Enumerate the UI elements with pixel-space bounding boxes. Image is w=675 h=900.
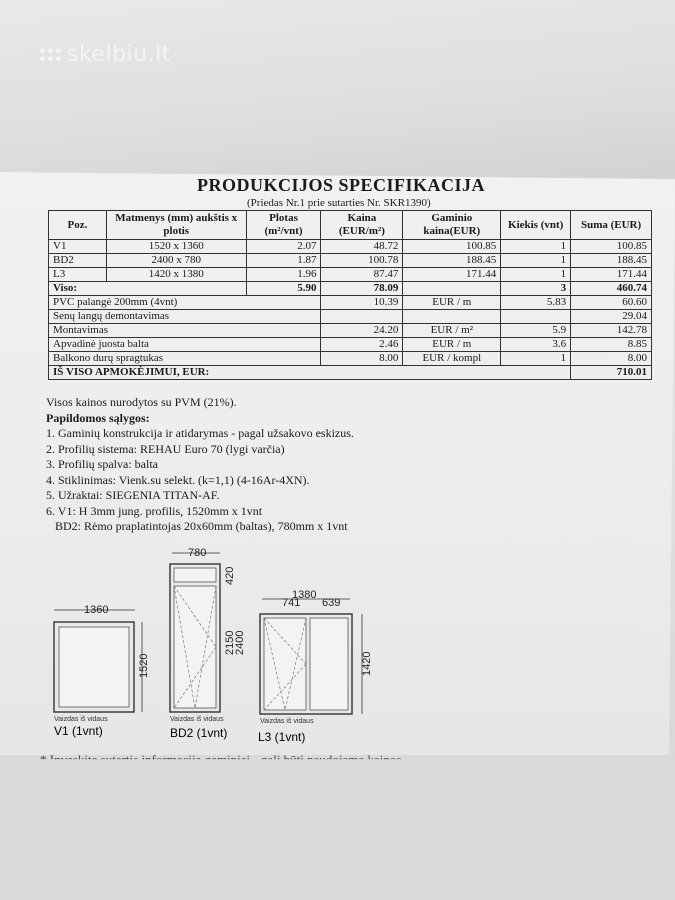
drawing-l3 [258,589,373,744]
bd2-height-b-label: 2400 [234,630,246,655]
extra-price [321,310,403,324]
extra-row [49,296,652,310]
total-label: Viso: [49,282,247,296]
l3-left-label: 741 [282,597,301,609]
note-item: 3. Profilių spalva: balta [46,457,158,471]
cell-dimensions: 1520 x 1360 [106,240,246,254]
notes-section [46,395,354,535]
extra-row [49,338,652,352]
v1-width-label: 1360 [84,604,109,616]
drawing-v1 [54,604,150,738]
extra-unit [403,310,501,324]
window-drawings [0,540,675,750]
extra-unit: EUR / m [403,296,501,310]
l3-width-label: 1380 [292,589,317,601]
l3-height-label: 1420 [361,651,373,676]
cell-price: 48.72 [321,240,403,254]
extra-sum: 60.60 [571,296,652,310]
header-product-price: Gaminio kaina(EUR) [403,211,501,240]
extra-quantity: 5.9 [501,324,571,338]
total-area: 5.90 [246,282,321,296]
header-dimensions: Matmenys (mm) aukštis x plotis [106,211,246,240]
extra-row [49,310,652,324]
extra-quantity: 3.6 [501,338,571,352]
cell-poz: L3 [49,268,107,282]
bd2-caption: Vaizdas iš vidaus [170,716,224,723]
watermark-text: skelbiu.lt [67,42,171,67]
table-row [49,268,652,282]
extra-quantity [501,310,571,324]
background-sheet [0,0,675,180]
cell-quantity: 1 [501,240,571,254]
v1-caption: Vaizdas iš vidaus [54,716,108,723]
grand-total-value: 710.01 [571,366,652,380]
extra-sum: 8.85 [571,338,652,352]
note-item: 5. Užraktai: SIEGENIA TITAN-AF. [46,488,220,502]
watermark-logo-icon [40,48,61,61]
cell-dimensions: 2400 x 780 [106,254,246,268]
l3-right-label: 639 [322,597,341,609]
extra-unit: EUR / m² [403,324,501,338]
bd2-name: BD2 (1vnt) [170,726,228,740]
v1-height-label: 1520 [138,653,150,678]
note-item: 6. V1: H 3mm jung. profilis, 1520mm x 1vnt [46,503,263,518]
cell-product-price: 188.45 [403,254,501,268]
cell-quantity: 1 [501,254,571,268]
l3-name: L3 (1vnt) [258,730,306,744]
cell-area: 1.87 [246,254,321,268]
bd2-top-height-label: 420 [224,566,236,585]
cell-sum: 188.45 [571,254,652,268]
cell-product-price: 100.85 [403,240,501,254]
header-sum: Suma (EUR) [571,211,652,240]
extra-sum: 29.04 [571,310,652,324]
document-subtitle: (Priedas Nr.1 prie sutarties Nr. SKR1390) [247,197,431,209]
bd2-height-a-label: 2150 [224,630,236,655]
drawing-bd2 [170,547,246,740]
extra-quantity: 1 [501,352,571,366]
table-row [49,254,652,268]
extra-label: Apvadinė juosta balta [49,338,321,352]
extra-price: 2.46 [321,338,403,352]
header-area: Plotas (m²/vnt) [246,211,321,240]
table-row [49,240,652,254]
cell-area: 1.96 [246,268,321,282]
empty-cell [403,282,501,296]
table-header-row [49,211,652,240]
extra-price: 8.00 [321,352,403,366]
cell-price: 100.78 [321,254,403,268]
grand-total-row [49,366,652,380]
header-price: Kaina (EUR/m²) [321,211,403,240]
l3-caption: Vaizdas iš vidaus [260,718,314,725]
cell-price: 87.47 [321,268,403,282]
extra-price: 24.20 [321,324,403,338]
extra-sum: 142.78 [571,324,652,338]
extra-label: Senų langų demontavimas [49,310,321,324]
vat-note: Visos kainos nurodytos su PVM (21%). [46,395,237,409]
extra-price: 10.39 [321,296,403,310]
lower-paper [0,755,675,900]
total-sum: 460.74 [571,282,652,296]
cell-poz: V1 [49,240,107,254]
extra-quantity: 5.83 [501,296,571,310]
cell-dimensions: 1420 x 1380 [106,268,246,282]
note-item: 2. Profilių sistema: REHAU Euro 70 (lygi varčia) [46,441,285,456]
cell-sum: 100.85 [571,240,652,254]
extra-row [49,324,652,338]
cell-sum: 171.44 [571,268,652,282]
total-row [49,282,652,296]
note-item: BD2: Rėmo praplatintojas 20x60mm (baltas), 780mm x 1vnt [55,519,348,533]
document-title: PRODUKCIJOS SPECIFIKACIJA [197,175,486,195]
cell-quantity: 1 [501,268,571,282]
cell-poz: BD2 [49,254,107,268]
cell-product-price: 171.44 [403,268,501,282]
header-poz: Poz. [49,211,107,240]
extra-label: Balkono durų spragtukas [49,352,321,366]
cell-area: 2.07 [246,240,321,254]
grand-total-label: IŠ VISO APMOKĖJIMUI, EUR: [49,366,571,380]
specification-table [48,210,652,380]
bd2-width-label: 780 [188,547,207,559]
extra-row [49,352,652,366]
note-item: 1. Gaminių konstrukcija ir atidarymas - pagal užsakovo eskizus. [46,426,354,440]
extra-unit: EUR / kompl [403,352,501,366]
total-price: 78.09 [321,282,403,296]
extra-label: PVC palangė 200mm (4vnt) [49,296,321,310]
note-item: 4. Stiklinimas: Vienk.su selekt. (k=1,1) (4-16Ar-4XN). [46,472,310,487]
header-quantity: Kiekis (vnt) [501,211,571,240]
extra-sum: 8.00 [571,352,652,366]
v1-name: V1 (1vnt) [54,724,103,738]
watermark [40,42,171,67]
extra-label: Montavimas [49,324,321,338]
extra-unit: EUR / m [403,338,501,352]
total-quantity: 3 [501,282,571,296]
notes-heading: Papildomos sąlygos: [46,410,150,425]
